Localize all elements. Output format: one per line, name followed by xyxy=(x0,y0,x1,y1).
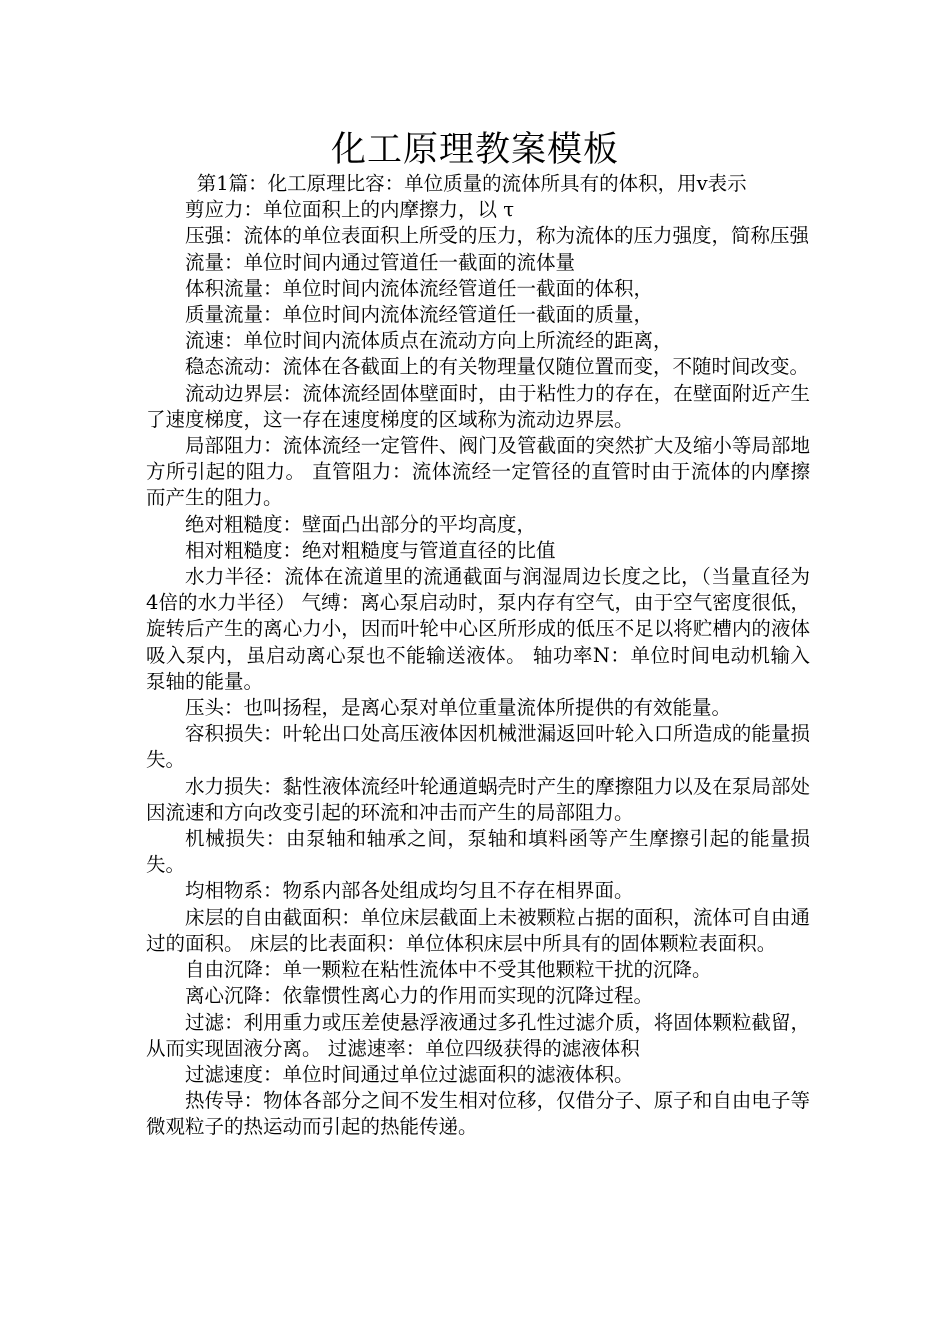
paragraph: 均相物系：物系内部各处组成均匀且不存在相界面。 xyxy=(185,879,634,903)
paragraph: 容积损失：叶轮出口处高压液体因机械泄漏返回叶轮入口所造成的能量损失。 xyxy=(146,722,810,772)
paragraph: 第1篇：化工原理比容：单位质量的流体所具有的体积，用v表示 xyxy=(196,172,747,195)
paragraph: 体积流量：单位时间内流体流经管道任一截面的体积， xyxy=(185,276,654,300)
document-title: 化工原理教案模板 xyxy=(330,130,619,170)
paragraph: 机械损失：由泵轴和轴承之间，泵轴和填料函等产生摩擦引起的能量损失。 xyxy=(146,827,810,877)
paragraph: 质量流量：单位时间内流体流经管道任一截面的质量， xyxy=(185,303,654,327)
paragraph: 过滤速度：单位时间通过单位过滤面积的滤液体积。 xyxy=(185,1062,634,1086)
paragraph: 水力损失：黏性液体流经叶轮通道蜗壳时产生的摩擦阻力以及在泵局部处因流速和方向改变引起的环流和冲击而产生的局部阻力。 xyxy=(146,774,810,824)
paragraph: 剪应力：单位面积上的内摩擦力，以 τ xyxy=(185,198,514,222)
paragraph: 自由沉降：单一颗粒在粘性流体中不受其他颗粒干扰的沉降。 xyxy=(185,958,712,982)
paragraph: 稳态流动：流体在各截面上的有关物理量仅随位置而变，不随时间改变。 xyxy=(185,355,810,379)
paragraph: 绝对粗糙度：壁面凸出部分的平均高度， xyxy=(185,512,537,536)
paragraph: 流量：单位时间内通过管道任一截面的流体量 xyxy=(185,250,576,274)
document-body xyxy=(146,171,810,1141)
paragraph: 床层的自由截面积：单位床层截面上未被颗粒占据的面积，流体可自由通过的面积。 床层的比表面积：单位体积床层中所具有的固体颗粒表面积。 xyxy=(146,905,810,955)
paragraph: 流动边界层：流体流经固体壁面时，由于粘性力的存在，在壁面附近产生了速度梯度，这一存在速度梯度的区域称为流动边界层。 xyxy=(146,381,810,431)
paragraph: 过滤：利用重力或压差使悬浮液通过多孔性过滤介质，将固体颗粒截留，从而实现固液分离。 过滤速率：单位四级获得的滤液体积 xyxy=(146,1010,810,1060)
paragraph: 压强：流体的单位表面积上所受的压力，称为流体的压力强度，简称压强 xyxy=(185,224,810,248)
paragraph: 流速：单位时间内流体质点在流动方向上所流经的距离， xyxy=(185,329,673,353)
paragraph: 压头：也叫扬程，是离心泵对单位重量流体所提供的有效能量。 xyxy=(185,696,732,720)
paragraph: 水力半径：流体在流道里的流通截面与润湿周边长度之比，（当量直径为4倍的水力半径） 气缚：离心泵启动时，泵内存有空气，由于空气密度很低，旋转后产生的离心力小，因而叶轮中心区所形成的低压不足以将贮槽内的液体吸入泵内，虽启动离心泵也不能输送液体。 轴功率N：单位时间电动机输入泵轴的能量。 xyxy=(146,565,810,693)
paragraph: 离心沉降：依靠惯性离心力的作用而实现的沉降过程。 xyxy=(185,984,654,1008)
paragraph: 相对粗糙度：绝对粗糙度与管道直径的比值 xyxy=(185,538,556,562)
paragraph: 热传导：物体各部分之间不发生相对位移，仅借分子、原子和自由电子等微观粒子的热运动而引起的热能传递。 xyxy=(146,1089,810,1139)
paragraph: 局部阻力：流体流经一定管件、阀门及管截面的突然扩大及缩小等局部地方所引起的阻力。 直管阻力：流体流经一定管径的直管时由于流体的内摩擦而产生的阻力。 xyxy=(146,434,810,510)
